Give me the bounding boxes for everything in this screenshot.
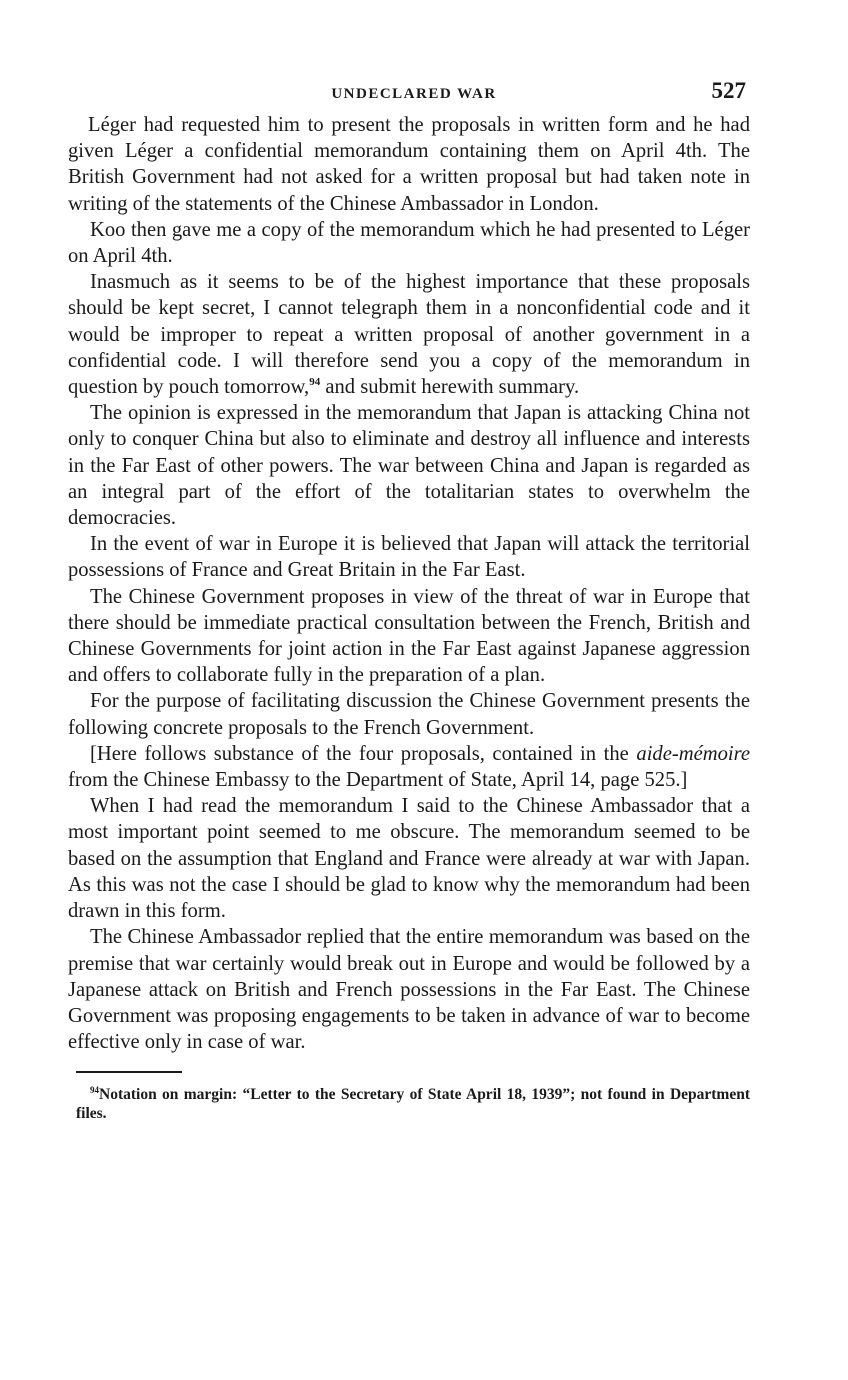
paragraph-event-of-war: In the event of war in Europe it is believed that Japan will attack the territorial possessions of France and Great Britain in the Far East. <box>68 533 750 582</box>
paragraph-concrete-proposals: For the purpose of facilitating discussion the Chinese Government presents the following concrete proposals to the French Government. <box>68 690 750 739</box>
editorial-note-italic: aide-mémoire <box>636 742 750 765</box>
body-text <box>68 112 750 1055</box>
footnote <box>68 1085 750 1123</box>
footnote-mark: 94 <box>90 1085 99 1096</box>
editorial-note-end: from the Chinese Embassy to the Department of State, April 14, page 525.] <box>68 769 688 792</box>
page-number: 527 <box>711 78 746 103</box>
paragraph-secrecy <box>68 269 750 400</box>
paragraph-editorial-note <box>68 741 750 793</box>
footnote-text: Notation on margin: “Letter to the Secretary of State April 18, 1939”; not found in Department files. <box>76 1086 750 1123</box>
running-head <box>68 78 750 112</box>
paragraph-chinese-proposal: The Chinese Government proposes in view of the threat of war in Europe that there should be immediate practical consultation between the French, British and Chinese Governments for joint action in the Far East against Japanese aggression and offers to collaborate fully in the preparation of a plan. <box>68 585 750 687</box>
running-title: UNDECLARED WAR <box>331 86 497 102</box>
paragraph-ambassador-reply: The Chinese Ambassador replied that the entire memorandum was based on the premise that war certainly would break out in Europe and would be followed by a Japanese attack on British and French possessions in the Far East. The Chinese Government was proposing engagements to be taken in advance of war to become effective only in case of war. <box>68 926 750 1054</box>
paragraph-secrecy-text: Inasmuch as it seems to be of the highest importance that these proposals should be kept secret, I cannot telegraph them in a nonconfidential code and it would be improper to repeat a written proposal of another government in a confidential code. I will therefore send you a copy of the memorandum in question by pouch tomorrow, <box>68 271 750 399</box>
footnote-divider <box>76 1071 182 1073</box>
editorial-note-start: [Here follows substance of the four proposals, contained in the <box>90 742 637 765</box>
paragraph-obscure-point: When I had read the memorandum I said to the Chinese Ambassador that a most important point seemed to me obscure. The memorandum seemed to be based on the assumption that England and France were already at war with Japan. As this was not the case I should be glad to know why the memorandum had been drawn in this form. <box>68 795 750 923</box>
footnote-reference: 94 <box>309 376 321 389</box>
document-page <box>68 78 750 1123</box>
paragraph-koo-copy: Koo then gave me a copy of the memorandum which he had presented to Léger on April 4th. <box>68 218 750 268</box>
paragraph-secrecy-end: and submit herewith summary. <box>320 376 580 399</box>
paragraph-leger-request: Léger had requested him to present the proposals in written form and he had given Léger a confidential memorandum containing them on April 4th. The British Government had not asked for a written proposal but had taken note in writing of the statements of the Chinese Ambassador in London. <box>68 114 750 215</box>
paragraph-opinion: The opinion is expressed in the memorandum that Japan is attacking China not only to conquer China but also to eliminate and destroy all influence and interests in the Far East of other powers. The war between China and Japan is regarded as an integral part of the effort of the totalitarian states to overwhelm the democracies. <box>68 402 750 530</box>
